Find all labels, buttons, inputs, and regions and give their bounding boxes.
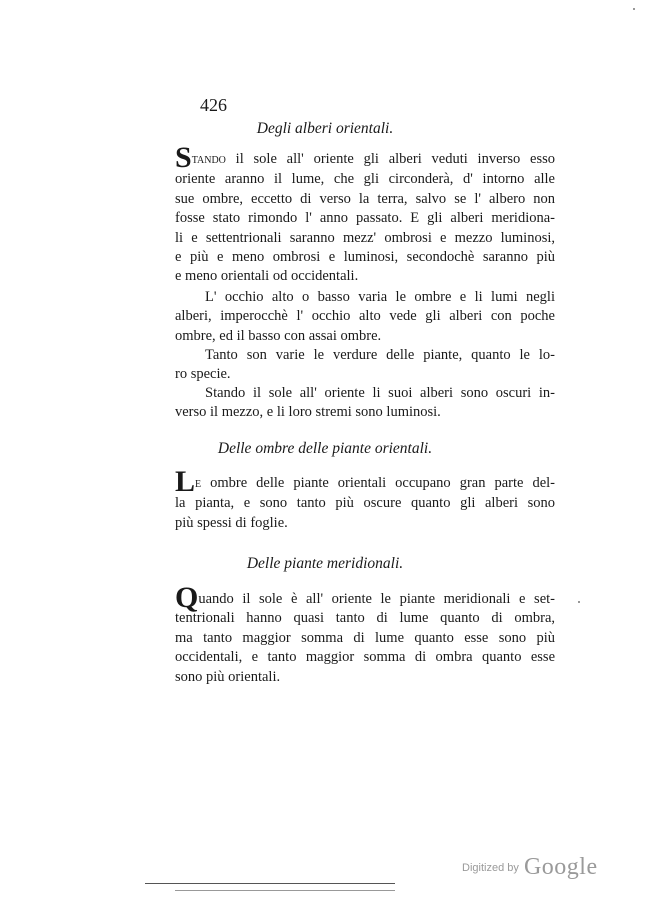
drop-cap: L (175, 465, 196, 498)
page-number: 426 (200, 95, 227, 115)
text-line-content: il sole all' oriente gli alberi veduti inverso esso (225, 151, 555, 167)
paper-speck (578, 601, 580, 603)
text-line: li e settentrionali saranno mezz' ombrosi e mezzo luminosi, (175, 229, 555, 246)
text-line: sue ombre, eccetto di verso la terra, salvo se l' albero non (175, 190, 555, 207)
watermark-prefix: Digitized by (462, 862, 519, 874)
text-line: Tanto son varie le verdure delle piante, quanto le lo- (205, 347, 555, 363)
paragraph (175, 581, 555, 687)
text-line-content: uando il sole è all' oriente le piante meridionali e set- (198, 591, 555, 607)
text-line (175, 465, 555, 498)
paragraph (175, 141, 555, 287)
paragraph (175, 288, 555, 346)
google-logo: Google (523, 854, 598, 880)
section-heading: Delle piante meridionali. (246, 555, 404, 572)
text-line: occidentali, e tanto maggior somma di ombra quanto esse (175, 649, 555, 666)
text-line (175, 141, 555, 174)
section-heading: Delle ombre delle piante orientali. (217, 440, 433, 457)
text-line: ombre, ed il basso con assai ombre. (175, 327, 382, 344)
text-line: e meno orientali od occidentali. (175, 268, 359, 285)
digitized-watermark (462, 854, 598, 881)
text-line: L' occhio alto o basso varia le ombre e li lumi negli (205, 289, 555, 305)
text-line: ro specie. (175, 366, 231, 383)
text-line: ma tanto maggior somma di lume quanto esse sono più (175, 629, 555, 646)
paper-speck (633, 8, 635, 10)
small-caps: TANDO (191, 155, 226, 166)
text-line: tentrionali hanno quasi tanto di lume quanto di ombra, (175, 610, 555, 627)
text-line: e più e meno ombrosi e luminosi, secondochè saranno più (175, 249, 555, 266)
drop-cap: Q (175, 581, 199, 614)
text-line: Stando il sole all' oriente li suoi alberi sono oscuri in- (205, 385, 555, 401)
text-line: verso il mezzo, e li loro stremi sono luminosi. (175, 404, 441, 421)
text-line: più spessi di foglie. (175, 514, 288, 531)
paragraph (175, 346, 555, 385)
paragraph (175, 384, 555, 423)
drop-cap: S (175, 141, 192, 174)
page-edge-rule (145, 883, 395, 884)
text-line: fosse stato rimondo l' anno passato. E gli alberi meridiona- (175, 210, 555, 227)
text-line-content: ombre delle piante orientali occupano gran parte del- (201, 475, 555, 491)
text-line (175, 581, 555, 614)
text-line: oriente aranno il lume, che gli circonderà, d' intorno alle (175, 171, 555, 188)
page-edge-rule (175, 890, 395, 891)
section-heading: Degli alberi orientali. (256, 120, 394, 137)
small-caps: E (195, 479, 202, 490)
text-line: la pianta, e sono tanto più oscure quanto gli alberi sono (175, 495, 555, 512)
paragraph (175, 465, 555, 533)
text-line: sono più orientali. (175, 668, 281, 685)
text-line: alberi, imperocchè l' occhio alto vede gli alberi con poche (175, 308, 555, 325)
